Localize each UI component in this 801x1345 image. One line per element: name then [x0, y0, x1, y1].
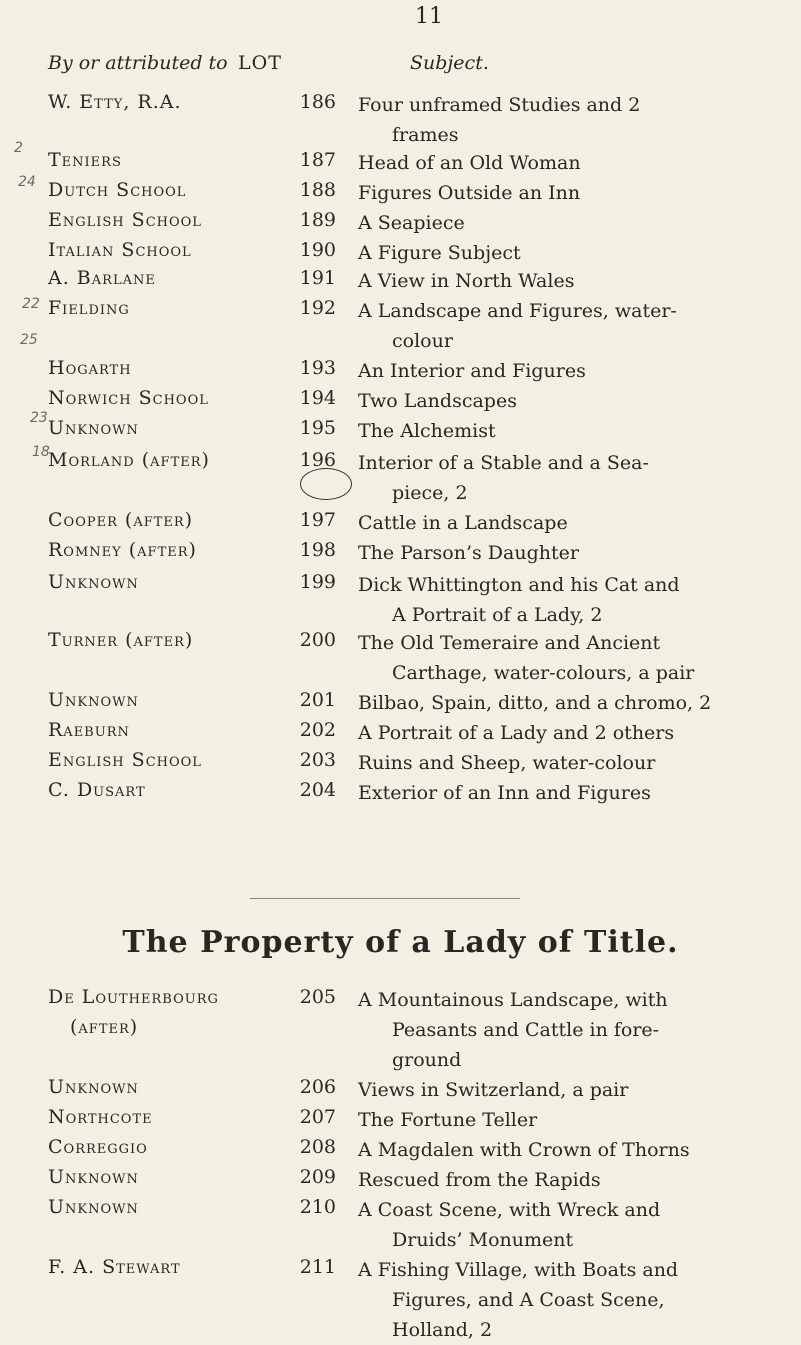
lot-artist: F. A. Stewart — [48, 1256, 181, 1278]
lot-artist: English School — [48, 209, 202, 231]
lot-subject — [358, 1165, 788, 1195]
lot-subject-line: Two Landscapes — [358, 390, 517, 412]
lot-subject — [358, 538, 788, 568]
lot-subject — [358, 1135, 788, 1165]
margin-annotation: 23 — [30, 410, 48, 426]
lot-artist-suffix: (after) — [70, 1016, 139, 1038]
lot-artist: Hogarth — [48, 357, 132, 379]
margin-annotation: 25 — [20, 332, 38, 348]
lot-number: 191 — [299, 267, 336, 289]
page-number: 11 — [415, 4, 443, 29]
lot-number: 193 — [299, 357, 336, 379]
margin-annotation: 18 — [32, 444, 50, 460]
header-subject: Subject. — [410, 52, 489, 74]
lot-artist: Raeburn — [48, 719, 130, 741]
lot-artist: Norwich School — [48, 387, 209, 409]
lot-number: 188 — [299, 179, 336, 201]
lot-subject-line: Druids’ Monument — [392, 1229, 574, 1251]
lot-number: 202 — [299, 719, 336, 741]
lot-subject-line: piece, 2 — [392, 482, 468, 504]
lot-subject — [358, 1195, 788, 1255]
lot-number: 207 — [299, 1106, 336, 1128]
lot-subject-line: An Interior and Figures — [358, 360, 586, 382]
lot-subject-line: A Coast Scene, with Wreck and — [358, 1199, 661, 1221]
lot-subject — [358, 356, 788, 386]
lot-number: 194 — [299, 387, 336, 409]
lot-artist: Dutch School — [48, 179, 187, 201]
lot-number: 200 — [299, 629, 336, 651]
header-lot: LOT — [238, 52, 282, 74]
lot-subject-line: A View in North Wales — [358, 270, 575, 292]
lot-subject-line: Rescued from the Rapids — [358, 1169, 601, 1191]
lot-number: 208 — [299, 1136, 336, 1158]
lot-subject — [358, 208, 788, 238]
lot-subject — [358, 416, 788, 446]
margin-annotation: 22 — [22, 296, 40, 312]
lot-subject-line: A Magdalen with Crown of Thorns — [358, 1139, 690, 1161]
lot-subject — [358, 1255, 788, 1345]
lot-artist: Unknown — [48, 1076, 139, 1098]
lot-subject — [358, 148, 788, 178]
lot-subject — [358, 90, 788, 150]
lot-subject-line: frames — [392, 124, 459, 146]
lot-artist: Italian School — [48, 239, 192, 261]
lot-subject-line: A Portrait of a Lady and 2 others — [358, 722, 675, 744]
lot-artist: Teniers — [48, 149, 122, 171]
lot-subject-line: The Alchemist — [358, 420, 496, 442]
lot-subject-line: A Landscape and Figures, water- — [358, 300, 677, 322]
header-artist: By or attributed to — [48, 52, 228, 74]
lot-artist: Unknown — [48, 1166, 139, 1188]
lot-subject-line: Ruins and Sheep, water-colour — [358, 752, 656, 774]
lot-subject-line: A Figure Subject — [358, 242, 521, 264]
lot-number: 206 — [299, 1076, 336, 1098]
lot-subject-line: Four unframed Studies and 2 — [358, 94, 641, 116]
lot-artist: Unknown — [48, 689, 139, 711]
lot-number: 196 — [299, 449, 336, 471]
lot-subject — [358, 266, 788, 296]
lot-artist: Fielding — [48, 297, 130, 319]
lot-artist: Unknown — [48, 571, 139, 593]
lot-artist: Unknown — [48, 1196, 139, 1218]
lot-subject-line: The Fortune Teller — [358, 1109, 538, 1131]
lot-subject — [358, 718, 788, 748]
lot-number: 187 — [299, 149, 336, 171]
lot-subject — [358, 628, 788, 688]
lot-subject-line: Peasants and Cattle in fore- — [392, 1019, 660, 1041]
lot-subject-line: A Seapiece — [358, 212, 465, 234]
lot-subject-line: A Fishing Village, with Boats and — [358, 1259, 679, 1281]
lot-subject-line: Exterior of an Inn and Figures — [358, 782, 651, 804]
lot-artist: Turner (after) — [48, 629, 194, 651]
lot-number: 209 — [299, 1166, 336, 1188]
lot-subject-line: colour — [392, 330, 453, 352]
lot-subject — [358, 1105, 788, 1135]
lot-subject — [358, 570, 788, 630]
lot-subject-line: Bilbao, Spain, ditto, and a chromo, 2 — [358, 692, 712, 714]
lot-number: 210 — [299, 1196, 336, 1218]
lot-number: 189 — [299, 209, 336, 231]
lot-artist: Correggio — [48, 1136, 148, 1158]
lot-subject — [358, 448, 788, 508]
lot-subject-line: Interior of a Stable and a Sea- — [358, 452, 649, 474]
lot-number: 190 — [299, 239, 336, 261]
lot-subject-line: The Old Temeraire and Ancient — [358, 632, 661, 654]
lot-number: 203 — [299, 749, 336, 771]
lot-artist: Morland (after) — [48, 449, 210, 471]
lot-artist: A. Barlane — [48, 267, 156, 289]
lot-artist: C. Dusart — [48, 779, 146, 801]
lot-subject-line: The Parson’s Daughter — [358, 542, 579, 564]
lot-subject-line: Figures, and A Coast Scene, — [392, 1289, 665, 1311]
lot-circle-mark — [300, 468, 352, 500]
lot-subject-line: Carthage, water-colours, a pair — [392, 662, 695, 684]
lot-subject — [358, 296, 788, 356]
lot-subject-line: Figures Outside an Inn — [358, 182, 581, 204]
lot-subject — [358, 985, 788, 1075]
section-title: The Property of a Lady of Title. — [122, 925, 679, 960]
lot-subject — [358, 778, 788, 808]
lot-number: 195 — [299, 417, 336, 439]
lot-subject-line: Holland, 2 — [392, 1319, 493, 1341]
lot-subject-line: ground — [392, 1049, 462, 1071]
lot-number: 198 — [299, 539, 336, 561]
lot-subject — [358, 386, 788, 416]
lot-subject-line: Views in Switzerland, a pair — [358, 1079, 629, 1101]
lot-subject — [358, 688, 788, 718]
lot-artist: Unknown — [48, 417, 139, 439]
lot-subject-line: Cattle in a Landscape — [358, 512, 568, 534]
section-divider — [250, 898, 520, 899]
lot-subject — [358, 748, 788, 778]
lot-number: 211 — [299, 1256, 336, 1278]
lot-artist: W. Etty, R.A. — [48, 91, 182, 113]
margin-annotation: 2 — [14, 140, 23, 156]
lot-artist: English School — [48, 749, 202, 771]
lot-subject — [358, 238, 788, 268]
lot-subject — [358, 178, 788, 208]
lot-subject-line: Dick Whittington and his Cat and — [358, 574, 680, 596]
lot-number: 201 — [299, 689, 336, 711]
lot-number: 197 — [299, 509, 336, 531]
lot-artist: Cooper (after) — [48, 509, 194, 531]
lot-number: 199 — [299, 571, 336, 593]
lot-subject-line: A Portrait of a Lady, 2 — [392, 604, 603, 626]
lot-artist: Romney (after) — [48, 539, 197, 561]
lot-number: 186 — [299, 91, 336, 113]
lot-artist: Northcote — [48, 1106, 153, 1128]
lot-subject-line: A Mountainous Landscape, with — [358, 989, 668, 1011]
lot-artist: De Loutherbourg — [48, 986, 219, 1008]
lot-subject — [358, 1075, 788, 1105]
margin-annotation: 24 — [18, 174, 36, 190]
lot-number: 192 — [299, 297, 336, 319]
lot-subject-line: Head of an Old Woman — [358, 152, 581, 174]
lot-subject — [358, 508, 788, 538]
lot-number: 205 — [299, 986, 336, 1008]
lot-number: 204 — [299, 779, 336, 801]
